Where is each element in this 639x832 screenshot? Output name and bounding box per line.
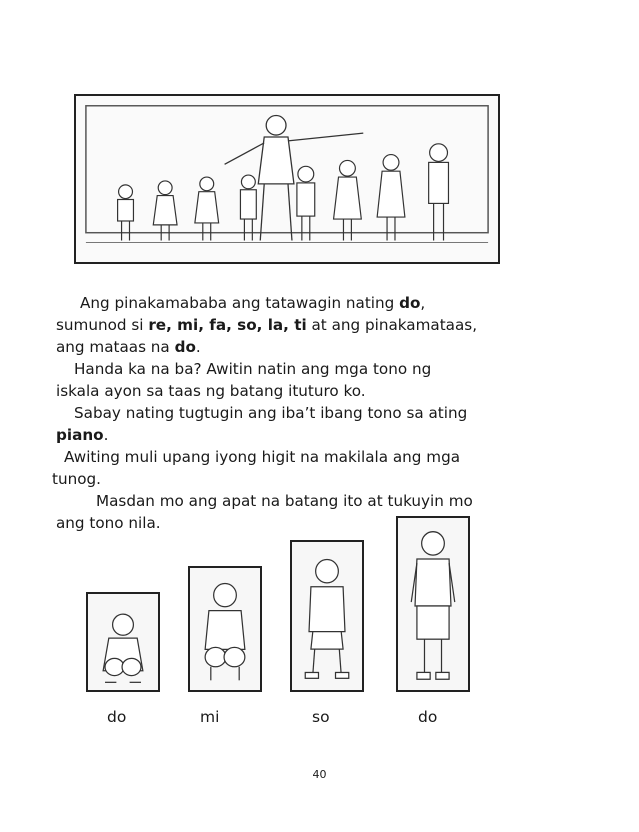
text-line-2: sumunod si re, mi, fa, so, la, ti at ang pinakamataas,: [56, 316, 478, 334]
teacher-children-drawing: [76, 96, 498, 262]
label-mi: mi: [200, 708, 220, 726]
text-line-6: Sabay nating tugtugin ang iba’t ibang tono sa ating: [74, 404, 468, 422]
text-line-8: Awiting muli upang iyong higit na makilala ang mga: [64, 448, 461, 466]
text-line-9: tunog.: [52, 470, 101, 488]
text-line-4: Handa ka na ba? Awitin natin ang mga tono ng: [74, 360, 432, 378]
text-line-11: ang tono nila.: [56, 514, 161, 532]
text-line-3: ang mataas na do.: [56, 338, 201, 356]
child-picture-do-high: [396, 516, 470, 692]
label-do-high: do: [418, 708, 438, 726]
text-line-5: iskala ayon sa taas ng batang ituturo ko.: [56, 382, 366, 400]
text-line-1: Ang pinakamababa ang tatawagin nating do,: [80, 294, 426, 312]
child-picture-so: [290, 540, 364, 692]
label-so: so: [312, 708, 330, 726]
child-picture-mi: [188, 566, 262, 692]
label-do-low: do: [107, 708, 127, 726]
text-line-7: piano.: [56, 426, 109, 444]
text-line-10: Masdan mo ang apat na batang ito at tukuyin mo: [96, 492, 473, 510]
child-picture-do-low: [86, 592, 160, 692]
page-number: 40: [312, 768, 327, 781]
classroom-illustration: [74, 94, 500, 264]
